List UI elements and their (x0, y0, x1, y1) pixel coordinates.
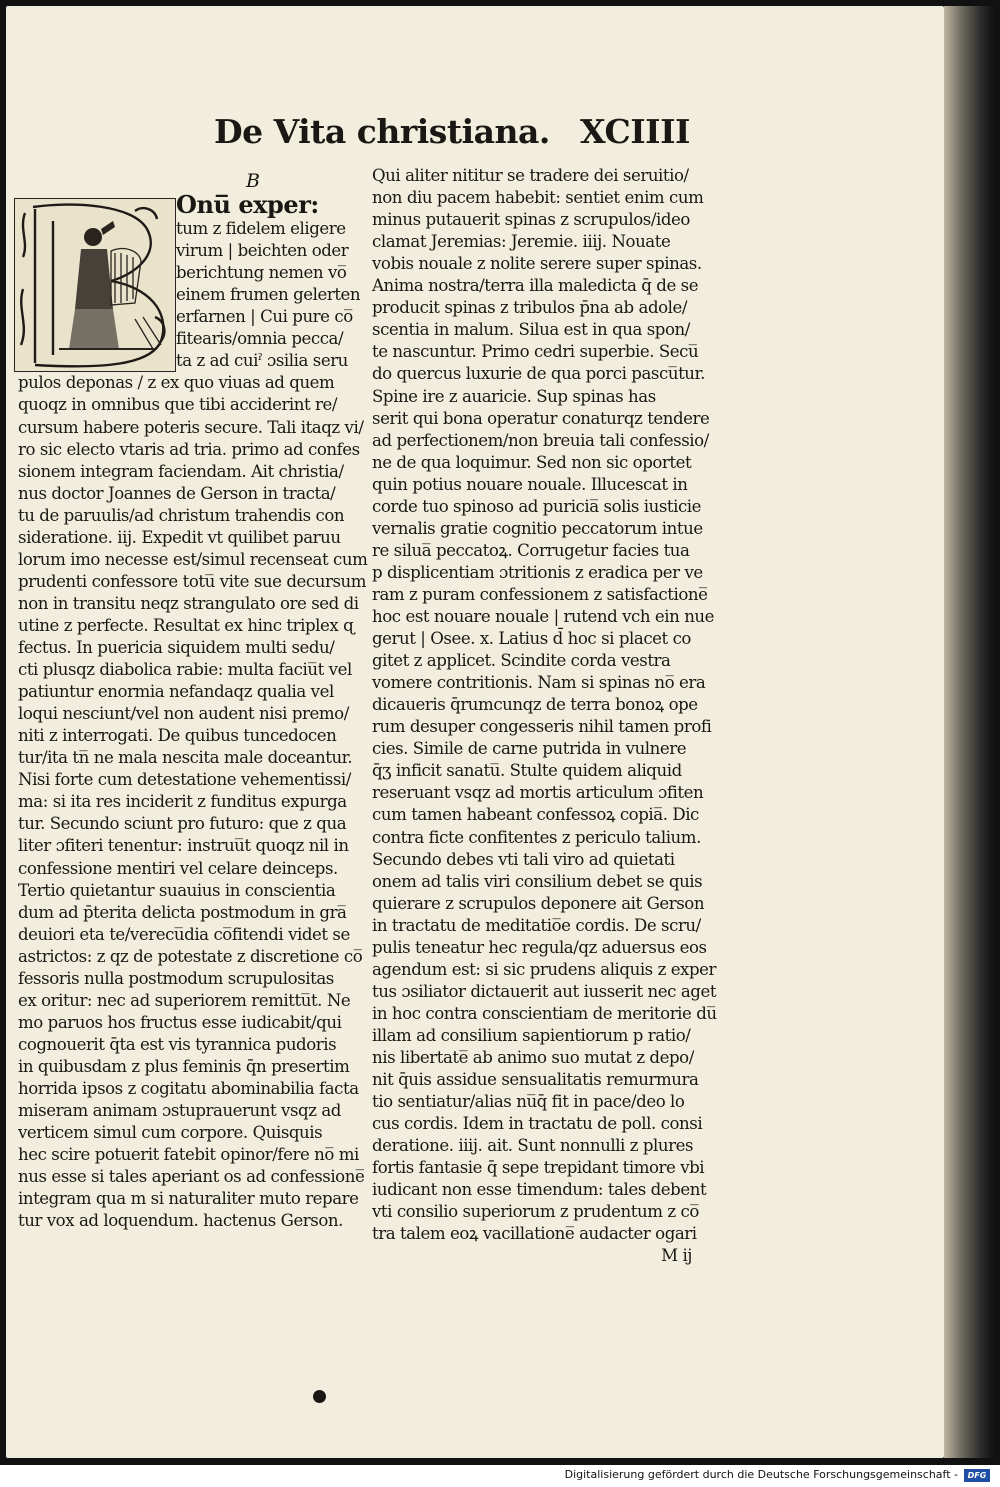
text-line: gitet z applicet. Scindite corda vestra (372, 651, 671, 671)
text-line: re silua̅ peccatoꝝ. Corrugetur facies tua (372, 540, 690, 560)
text-line: astrictos: z qz de potestate z discretione co̅ (18, 946, 363, 966)
woodcut-initial-b-icon (14, 198, 176, 372)
text-line: Tertio quietantur suauius in conscientia (18, 880, 336, 900)
text-line: cognouerit q̄ta est vis tyrannica pudoris (18, 1034, 337, 1054)
text-line: patiuntur enormia nefandaqz qualia vel (18, 682, 334, 702)
text-line: einem frumen gelerten (176, 285, 361, 305)
text-line: iudicant non esse timendum: tales debent (372, 1180, 707, 1200)
folio-number: XCIIII (579, 112, 690, 151)
text-line: minus putauerit spinas z scrupulos/ideo (372, 210, 690, 230)
text-line: sionem integram faciendam. Ait christia/ (18, 461, 344, 481)
text-line: tur/ita tn̅ ne mala nescita male doceantur. (18, 748, 353, 768)
text-line: lorum imo necesse est/simul recenseat cum (18, 549, 368, 569)
text-line: contra ficte confitentes z periculo talium. (372, 827, 701, 847)
text-line: quoqz in omnibus que tibi acciderint re/ (18, 395, 338, 415)
text-line: fortis fantasie q̄ sepe trepidant timore vbi (372, 1158, 705, 1178)
text-line: tus ɔsiliator dictauerit aut iusserit nec aget (372, 981, 717, 1001)
text-line: do quercus luxurie de qua porci pascu̅tur. (372, 364, 706, 384)
text-line: prudenti confessore totu̅ vite sue decursum (18, 571, 367, 591)
text-line: tu de paruulis/ad christum trahendis con (18, 505, 345, 525)
text-line: in tractatu de meditatio̅e cordis. De scru/ (372, 915, 701, 935)
text-line: reseruant vsqz ad mortis articulum ɔfiten (372, 783, 704, 803)
text-line: quin potius nouare nouale. Illucescat in (372, 474, 688, 494)
text-line: fessoris nulla postmodum scrupulositas (18, 968, 334, 988)
text-line: erfarnen | Cui pure co̅ (176, 307, 353, 327)
text-line: horrida ipsos z cogitatu abominabilia facta (18, 1079, 359, 1098)
text-line: M ij (661, 1246, 692, 1266)
text-line: verticem simul cum corpore. Quisquis (18, 1123, 323, 1143)
text-line: vti consilio superiorum z prudentum z co̅ (372, 1202, 699, 1222)
text-line: tra talem eoꝝ vacillatione̅ audacter ogari (372, 1224, 697, 1244)
text-line: dum ad p̄terita delicta postmodum in gra̅ (18, 902, 347, 922)
text-line: tur vox ad loquendum. hactenus Gerson. (18, 1211, 343, 1231)
text-line: in hoc contra conscientiam de meritorie du̅ (372, 1003, 717, 1023)
text-line: integram qua m si naturaliter muto repare (18, 1189, 359, 1209)
text-line: tio sentiatur/alias nu̅q̄ fit in pace/deo lo (372, 1092, 685, 1112)
text-line: quierare z scrupulos deponere ait Gerson (372, 893, 705, 913)
text-line: tum z fidelem eligere (176, 219, 346, 239)
text-line: q̄ʒ inficit sanatu̅. Stulte quidem aliquid (372, 761, 682, 781)
text-line: nit q̄uis assidue sensualitatis remurmura (372, 1070, 699, 1090)
guide-letter: B (246, 170, 260, 192)
text-line: ex oritur: nec ad superiorem remittu̅t. Ne (18, 990, 351, 1010)
text-line: Secundo debes vti tali viro ad quietati (372, 849, 675, 869)
text-line: ram z puram confessionem z satisfactione̅ (372, 584, 708, 604)
text-line: ne de qua loquimur. Sed non sic oportet (372, 452, 692, 472)
text-line: agendum est: si sic prudens aliquis z exper (372, 959, 716, 979)
text-line: corde tuo spinoso ad puricia̅ solis iusticie (372, 496, 702, 516)
footer-bar (0, 1465, 1000, 1487)
text-line: rum desuper congesseris nihil tamen profi (372, 717, 712, 737)
text-line: liter ɔfiteri tenentur: instruu̅t quoqz nil in (18, 836, 349, 856)
text-line: cum tamen habeant confessoꝝ copia̅. Dic (372, 805, 699, 825)
text-line: te nascuntur. Primo cedri superbie. Secu̅ (372, 342, 699, 362)
text-line: miseram animam ɔstuprauerunt vsqz ad (18, 1101, 341, 1121)
text-line: cti plusqz diabolica rabie: multa faciu̅t vel (18, 660, 352, 680)
text-line: hoc est nouare nouale | rutend vch ein nue (372, 607, 715, 626)
text-line: nus esse si tales aperiant os ad confessione̅ (18, 1167, 365, 1187)
text-line: serit qui bona operatur conaturqz tendere (372, 408, 710, 428)
text-line: Nisi forte cum detestatione vehementissi/ (18, 770, 351, 790)
text-line: Onu̅ exper: (176, 190, 319, 219)
ornament-dot-icon (313, 1390, 326, 1403)
text-line: fectus. In puericia siquidem multi sedu/ (18, 638, 335, 657)
text-line: sideratione. iij. Expedit vt quilibet paruu (18, 527, 341, 547)
text-line: virum | beichten oder (176, 241, 349, 261)
text-line: in quibusdam z plus feminis q̄n presertim (18, 1056, 350, 1076)
text-line: nus doctor Joannes de Gerson in tracta/ (18, 483, 336, 503)
text-line: vomere contritionis. Nam si spinas no̅ era (372, 673, 706, 693)
text-line: dicaueris q̄rumcunqz de terra bonoꝝ ope (372, 695, 698, 715)
running-head (214, 112, 690, 156)
text-line: ad perfectionem/non breuia tali confessio/ (372, 430, 709, 450)
text-line: cus cordis. Idem in tractatu de poll. consi (372, 1114, 703, 1134)
text-line: producit spinas z tribulos p̄na ab adole/ (372, 298, 688, 318)
text-line: hec scire potuerit fatebit opinor/fere no̅ mi (18, 1145, 359, 1165)
text-line: ro sic electo vtaris ad tria. primo ad confes (18, 439, 360, 459)
text-line: niti z interrogati. De quibus tuncedocen (18, 726, 337, 746)
text-line: vobis nouale z nolite serere super spinas. (372, 254, 702, 274)
text-line: deuiori eta te/verecu̅dia co̅fitendi videt se (18, 924, 350, 944)
text-line: Qui aliter nititur se tradere dei seruitio/ (372, 166, 689, 185)
text-line: p displicentiam ɔtritionis z eradica per ve (372, 562, 703, 582)
text-line: onem ad talis viri consilium debet se quis (372, 871, 703, 891)
text-line: fitearis/omnia pecca/ (176, 329, 344, 349)
text-line: pulis teneatur hec regula/qz aduersus eos (372, 937, 707, 957)
text-line: illam ad consilium sapientiorum p ratio/ (372, 1025, 691, 1045)
text-line: non diu pacem habebit: sentiet enim cum (372, 188, 704, 208)
dfg-logo-icon: DFG (964, 1469, 990, 1482)
page-title: De Vita christiana. (214, 112, 550, 151)
text-line: loqui nesciunt/vel non audent nisi premo/ (18, 704, 349, 724)
text-line: tur. Secundo sciunt pro futuro: que z qua (18, 814, 347, 834)
text-line: non in transitu neqz strangulato ore sed di (18, 593, 359, 613)
text-line: scentia in malum. Silua est in qua spon/ (372, 320, 690, 340)
text-line: deratione. iiij. ait. Sunt nonnulli z plures (372, 1136, 694, 1156)
text-line: Spine ire z auaricie. Sup spinas has (372, 386, 656, 406)
text-line: confessione mentiri vel celare deinceps. (18, 858, 338, 878)
text-line: ma: si ita res inciderit z funditus expurga (18, 792, 347, 812)
text-line: pulos deponas / z ex quo viuas ad quem (18, 373, 335, 393)
text-line: utine z perfecte. Resultat ex hinc triplex ɋ (18, 615, 354, 635)
text-line: cursum habere poteris secure. Tali itaqz vi/ (18, 417, 364, 437)
text-line: nis libertate̅ ab animo suo mutat z depo/ (372, 1048, 694, 1067)
text-line: ta z ad cuiˀ ɔsilia seru (176, 351, 348, 371)
text-line: gerut | Osee. x. Latius d̄ hoc si placet co (372, 629, 691, 649)
text-line: berichtung nemen vo̅ (176, 263, 347, 283)
text-line: clamat Jeremias: Jeremie. iiij. Nouate (372, 232, 671, 252)
text-line: mo paruos hos fructus esse iudicabit/qui (18, 1012, 342, 1032)
page-gutter-shadow (944, 6, 994, 1458)
text-line: cies. Simile de carne putrida in vulnere (372, 739, 687, 759)
text-line: vernalis gratie cognitio peccatorum intue (372, 518, 703, 538)
text-line: Anima nostra/terra illa maledicta q̄ de se (372, 276, 699, 296)
footer-credit: Digitalisierung gefördert durch die Deutsche Forschungsgemeinschaft - (564, 1468, 958, 1481)
